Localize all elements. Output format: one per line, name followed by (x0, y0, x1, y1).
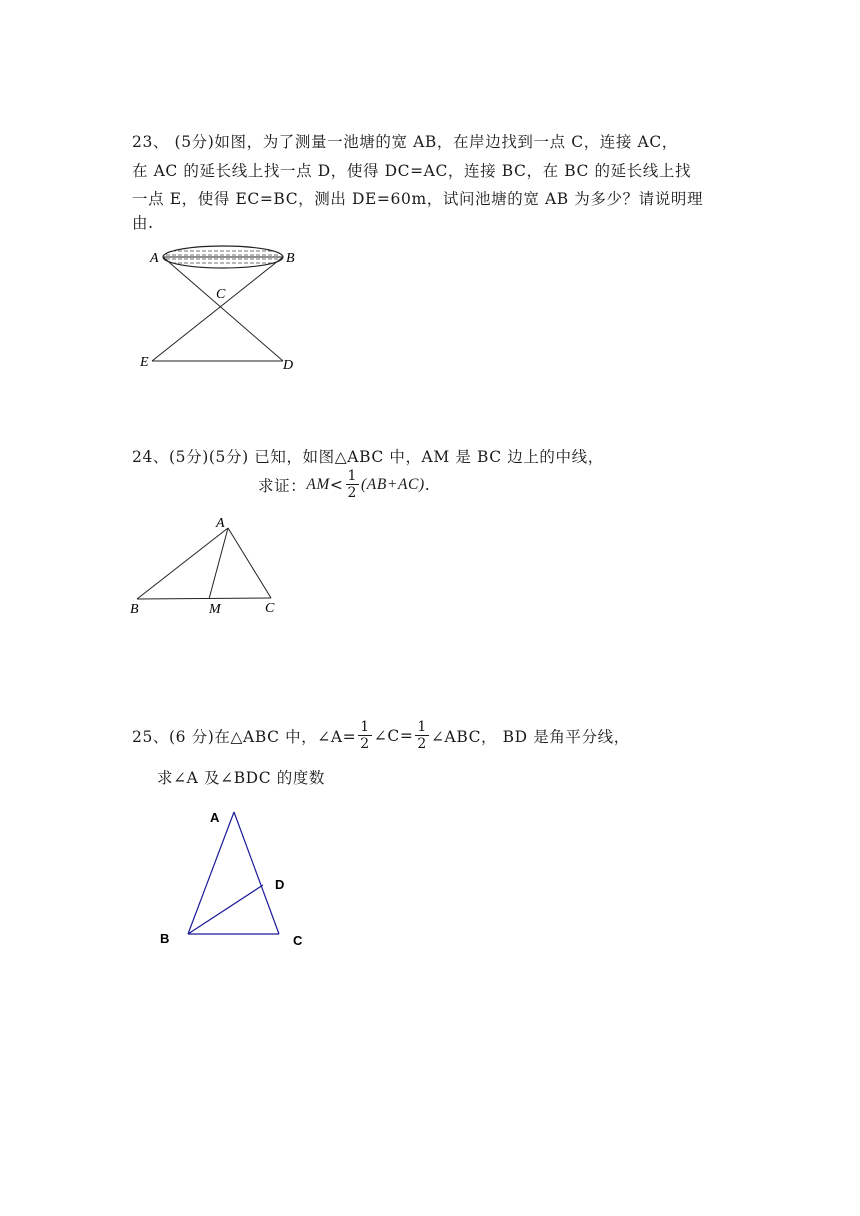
q23-label-e: E (140, 355, 149, 370)
q23-segment-be (152, 257, 283, 361)
q24-label-m: M (209, 602, 221, 617)
q23-line-2: 在 AC 的延长线上找一点 D，使得 DC=AC，连接 BC，在 BC 的延长线上找 (132, 162, 692, 180)
q25-fraction-1 (358, 719, 372, 752)
q24-line-1: 24、(5分)(5分) 已知，如图△ABC 中，AM 是 BC 边上的中线， (132, 448, 604, 466)
q23-label-b: B (286, 251, 295, 266)
q23-line-3: 一点 E，使得 EC=BC，测出 DE=60m，试问池塘的宽 AB 为多少？请说明理 (132, 190, 704, 208)
q23-label-a: A (150, 251, 159, 266)
q24-prove-prefix: 求证： (258, 476, 307, 495)
q25-fraction-2-numerator: 1 (417, 719, 427, 735)
q24-fraction-denominator: 2 (347, 485, 358, 501)
q23-line-4: 由. (132, 214, 154, 232)
q24-prove-line (258, 468, 430, 501)
q24-segment-am (209, 528, 228, 599)
q24-less-than: < (329, 475, 344, 494)
q24-segment-ac (228, 528, 271, 598)
q24-period: . (424, 475, 431, 494)
q23-label-d: D (283, 358, 294, 373)
q25-label-d: D (275, 877, 285, 892)
q23-line-1: 23、 (5分)如图，为了测量一池塘的宽 AB，在岸边找到一点 C，连接 AC， (132, 133, 678, 151)
q24-fraction-numerator: 1 (347, 468, 358, 484)
q25-segment-bd (188, 885, 263, 934)
q25-segment-ab (188, 812, 234, 934)
q25-line-1 (132, 719, 630, 752)
q24-label-b: B (130, 602, 139, 617)
q25-label-c: C (293, 933, 303, 948)
q25-fraction-1-numerator: 1 (360, 719, 370, 735)
q25-label-b: B (160, 931, 170, 946)
q23-segment-ad (163, 257, 283, 361)
q24-am: AM (306, 475, 330, 493)
q24-label-c: C (265, 601, 275, 616)
q25-pre: 25、(6 分)在△ABC 中，∠A= (132, 727, 357, 746)
q24-fraction (346, 468, 360, 501)
q24-label-a: A (216, 516, 225, 531)
q25-mid: ∠C= (373, 726, 414, 745)
q25-fraction-2-denominator: 2 (417, 736, 427, 752)
q25-segment-ac (234, 812, 279, 934)
q25-label-a: A (210, 810, 220, 825)
q24-paren-expression: (AB+AC) (361, 475, 425, 493)
q25-fraction-1-denominator: 2 (360, 736, 370, 752)
q24-segment-bc (137, 598, 271, 599)
q23-label-c: C (216, 287, 226, 302)
q25-line-2: 求∠A 及∠BDC 的度数 (157, 769, 325, 787)
q25-post: ∠ABC， BD 是角平分线， (430, 727, 630, 746)
q25-fraction-2 (415, 719, 429, 752)
q24-segment-ba (137, 528, 228, 599)
